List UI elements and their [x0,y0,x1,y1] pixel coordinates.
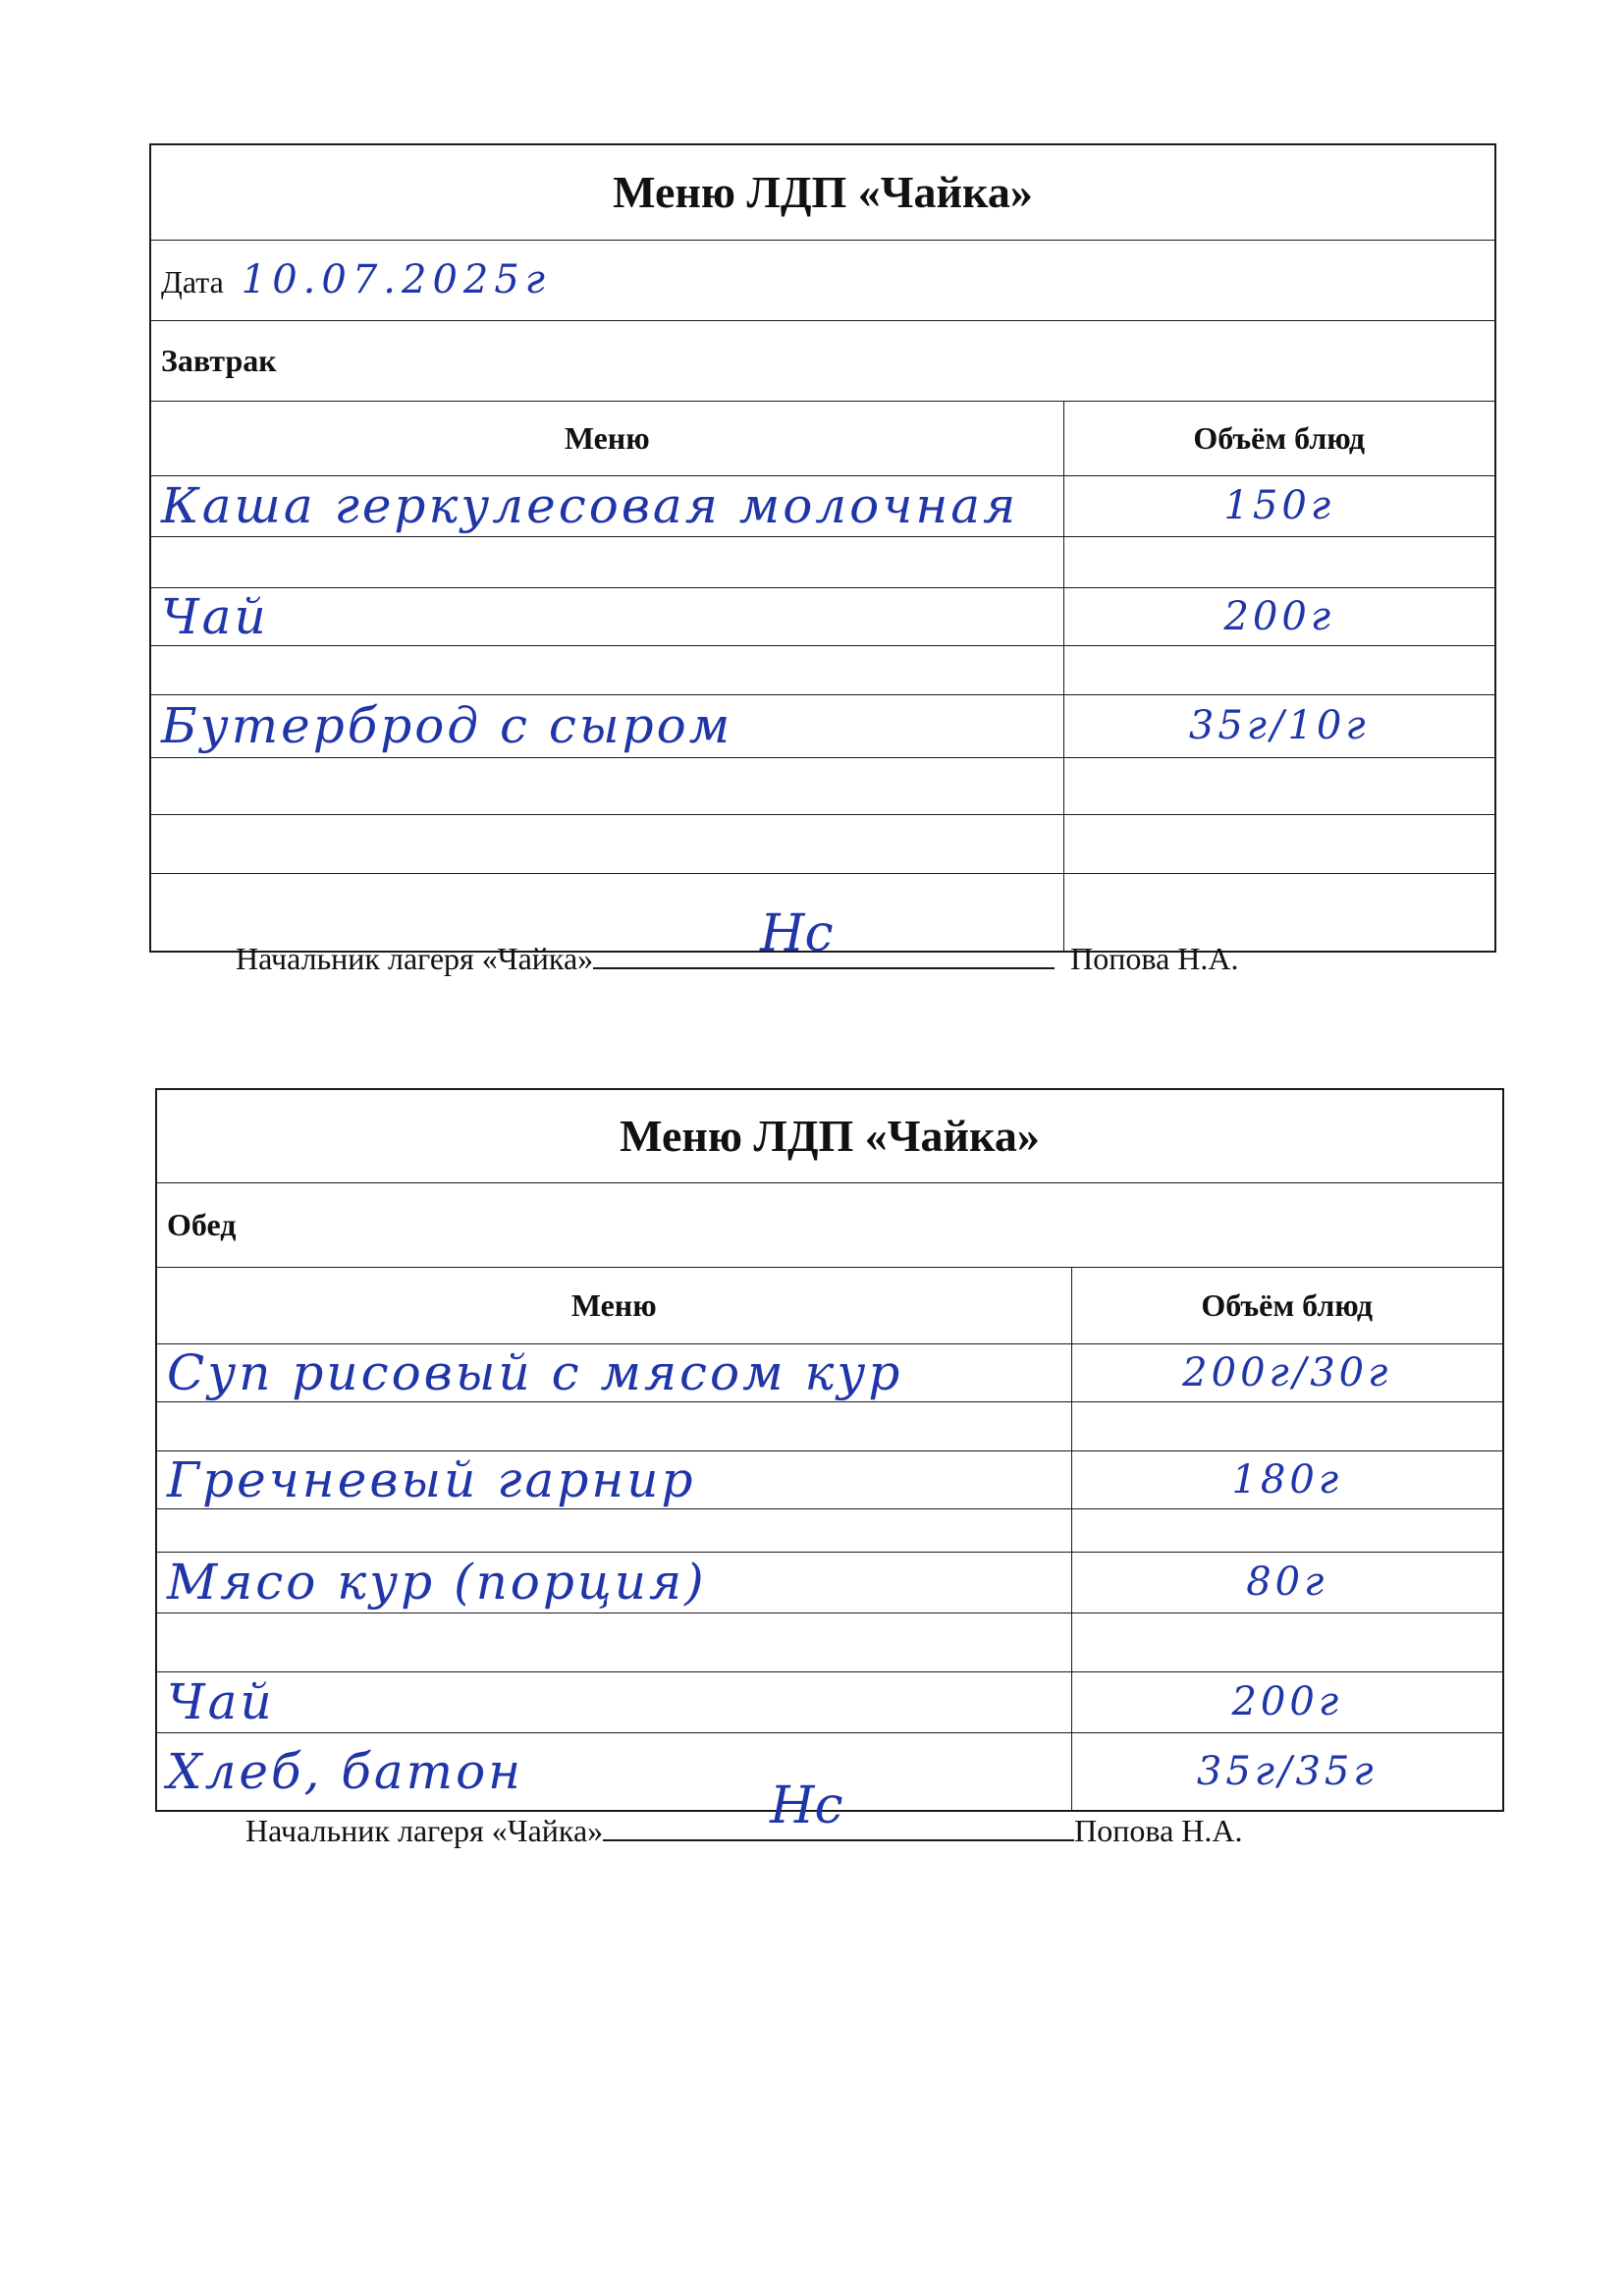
dish-name: Бутерброд с сыром [150,694,1063,757]
dish-volume: 180г [1071,1450,1503,1508]
signature-line [245,1777,1243,1849]
dish-volume [1063,814,1495,873]
column-header-menu: Меню [150,401,1063,475]
dish-name [150,536,1063,587]
dish-name: Мясо кур (порция) [156,1552,1071,1613]
dish-name [156,1613,1071,1671]
dish-name: Чай [150,587,1063,645]
date-value: 10.07.2025г [241,257,552,302]
dish-name: Суп рисовый с мясом кур [156,1343,1071,1401]
dish-volume: 35г/35г [1071,1732,1503,1811]
signature-name: Попова Н.А. [1070,941,1239,976]
signature-mark: Нс [760,904,834,963]
lunch-menu-table [155,1088,1504,1812]
dish-volume: 35г/10г [1063,694,1495,757]
table-row [150,475,1495,536]
dish-volume [1071,1613,1503,1671]
dish-volume: 200г [1063,587,1495,645]
table-row [156,1671,1503,1732]
table-row [156,1552,1503,1613]
column-header-volume: Объём блюд [1071,1267,1503,1343]
dish-volume: 150г [1063,475,1495,536]
table-row [150,536,1495,587]
form-title: Меню ЛДП «Чайка» [150,144,1495,240]
table-row [156,1508,1503,1552]
dish-volume [1071,1508,1503,1552]
dish-volume: 80г [1071,1552,1503,1613]
table-row [156,1343,1503,1401]
dish-name: Гречневый гарнир [156,1450,1071,1508]
table-row [150,757,1495,814]
dish-name: Хлеб, батон [156,1732,1071,1811]
dish-volume [1063,757,1495,814]
signature-field [603,1777,1074,1841]
table-row [150,645,1495,694]
table-row [156,1613,1503,1671]
date-label: Дата [161,264,224,300]
dish-volume: 200г [1071,1671,1503,1732]
dish-name [150,645,1063,694]
breakfast-menu-table [149,143,1496,953]
dish-volume: 200г/30г [1071,1343,1503,1401]
table-row [150,694,1495,757]
signature-line [236,904,1239,977]
dish-name [156,1401,1071,1450]
table-row [156,1450,1503,1508]
meal-label: Завтрак [150,320,1495,401]
signature-name: Попова Н.А. [1074,1813,1243,1848]
table-row [150,814,1495,873]
dish-name [150,814,1063,873]
table-row [150,587,1495,645]
column-header-volume: Объём блюд [1063,401,1495,475]
meal-label: Обед [156,1182,1503,1267]
signature-role: Начальник лагеря «Чайка» [236,941,594,976]
signature-field [593,904,1055,969]
dish-volume [1063,645,1495,694]
dish-name [150,757,1063,814]
date-row [150,240,1495,320]
dish-volume [1063,536,1495,587]
dish-name: Чай [156,1671,1071,1732]
form-title: Меню ЛДП «Чайка» [156,1089,1503,1182]
dish-name: Каша геркулесовая молочная [150,475,1063,536]
signature-mark: Нс [770,1777,843,1835]
table-row [156,1401,1503,1450]
signature-role: Начальник лагеря «Чайка» [245,1813,604,1848]
dish-name [156,1508,1071,1552]
dish-volume [1071,1401,1503,1450]
column-header-menu: Меню [156,1267,1071,1343]
